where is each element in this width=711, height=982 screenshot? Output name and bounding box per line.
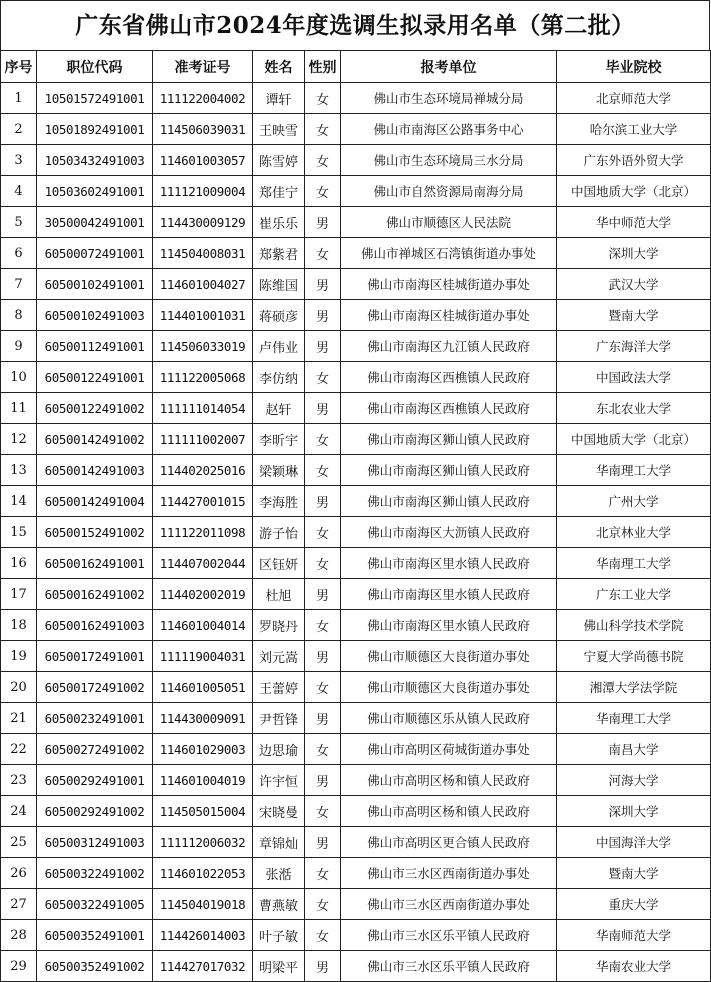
cell-seq: 8 <box>1 300 37 331</box>
cell-school: 东北农业大学 <box>557 393 711 424</box>
cell-name: 蒋硕彦 <box>253 300 305 331</box>
cell-gender: 男 <box>305 765 341 796</box>
cell-ticket-number: 111121009004 <box>153 176 253 207</box>
cell-name: 边思瑜 <box>253 734 305 765</box>
cell-school: 广州大学 <box>557 486 711 517</box>
header-gender: 性别 <box>305 51 341 83</box>
cell-unit: 佛山市生态环境局三水分局 <box>341 145 557 176</box>
table-row <box>1 765 711 796</box>
cell-seq: 24 <box>1 796 37 827</box>
cell-school: 广东工业大学 <box>557 579 711 610</box>
cell-seq: 20 <box>1 672 37 703</box>
cell-gender: 女 <box>305 424 341 455</box>
cell-seq: 2 <box>1 114 37 145</box>
cell-unit: 佛山市三水区西南街道办事处 <box>341 858 557 889</box>
header-row <box>1 51 711 83</box>
cell-ticket-number: 114430009091 <box>153 703 253 734</box>
cell-ticket-number: 111111002007 <box>153 424 253 455</box>
cell-seq: 25 <box>1 827 37 858</box>
cell-unit: 佛山市南海区西樵镇人民政府 <box>341 393 557 424</box>
cell-position-code: 60500352491002 <box>37 951 153 982</box>
cell-seq: 5 <box>1 207 37 238</box>
table-row <box>1 579 711 610</box>
cell-unit: 佛山市三水区乐平镇人民政府 <box>341 920 557 951</box>
cell-name: 区钰妍 <box>253 548 305 579</box>
table-row <box>1 920 711 951</box>
cell-position-code: 60500152491002 <box>37 517 153 548</box>
table-row <box>1 517 711 548</box>
cell-school: 佛山科学技术学院 <box>557 610 711 641</box>
cell-school: 中国地质大学（北京） <box>557 176 711 207</box>
cell-seq: 14 <box>1 486 37 517</box>
cell-position-code: 60500102491003 <box>37 300 153 331</box>
cell-unit: 佛山市南海区狮山镇人民政府 <box>341 424 557 455</box>
cell-name: 赵轩 <box>253 393 305 424</box>
cell-name: 王蕾婷 <box>253 672 305 703</box>
cell-name: 许宇恒 <box>253 765 305 796</box>
header-name: 姓名 <box>253 51 305 83</box>
cell-gender: 女 <box>305 83 341 114</box>
cell-seq: 1 <box>1 83 37 114</box>
cell-position-code: 60500292491002 <box>37 796 153 827</box>
table-row <box>1 269 711 300</box>
cell-school: 武汉大学 <box>557 269 711 300</box>
cell-unit: 佛山市南海区大沥镇人民政府 <box>341 517 557 548</box>
cell-seq: 21 <box>1 703 37 734</box>
cell-ticket-number: 111122005068 <box>153 362 253 393</box>
cell-unit: 佛山市高明区杨和镇人民政府 <box>341 796 557 827</box>
cell-school: 北京林业大学 <box>557 517 711 548</box>
cell-name: 刘元嵩 <box>253 641 305 672</box>
cell-name: 卢伟业 <box>253 331 305 362</box>
cell-ticket-number: 114427001015 <box>153 486 253 517</box>
cell-gender: 男 <box>305 703 341 734</box>
cell-position-code: 60500142491004 <box>37 486 153 517</box>
cell-unit: 佛山市三水区乐平镇人民政府 <box>341 951 557 982</box>
cell-name: 曹燕敏 <box>253 889 305 920</box>
cell-unit: 佛山市顺德区大良街道办事处 <box>341 672 557 703</box>
cell-seq: 18 <box>1 610 37 641</box>
cell-unit: 佛山市南海区公路事务中心 <box>341 114 557 145</box>
cell-ticket-number: 114430009129 <box>153 207 253 238</box>
cell-name: 明梁平 <box>253 951 305 982</box>
cell-school: 中国海洋大学 <box>557 827 711 858</box>
cell-gender: 女 <box>305 920 341 951</box>
cell-unit: 佛山市生态环境局禅城分局 <box>341 83 557 114</box>
cell-position-code: 60500122491002 <box>37 393 153 424</box>
table-row <box>1 455 711 486</box>
cell-position-code: 60500322491005 <box>37 889 153 920</box>
header-ticket-number: 准考证号 <box>153 51 253 83</box>
cell-unit: 佛山市顺德区乐从镇人民政府 <box>341 703 557 734</box>
cell-position-code: 10501572491001 <box>37 83 153 114</box>
cell-gender: 男 <box>305 827 341 858</box>
cell-gender: 女 <box>305 238 341 269</box>
cell-position-code: 60500122491001 <box>37 362 153 393</box>
cell-seq: 9 <box>1 331 37 362</box>
cell-school: 华南理工大学 <box>557 703 711 734</box>
cell-seq: 4 <box>1 176 37 207</box>
cell-gender: 女 <box>305 548 341 579</box>
cell-position-code: 60500162491003 <box>37 610 153 641</box>
cell-ticket-number: 114506039031 <box>153 114 253 145</box>
cell-unit: 佛山市自然资源局南海分局 <box>341 176 557 207</box>
cell-position-code: 60500232491001 <box>37 703 153 734</box>
cell-ticket-number: 114401001031 <box>153 300 253 331</box>
cell-name: 李海胜 <box>253 486 305 517</box>
header-school: 毕业院校 <box>557 51 711 83</box>
cell-seq: 27 <box>1 889 37 920</box>
cell-name: 张湉 <box>253 858 305 889</box>
cell-unit: 佛山市南海区狮山镇人民政府 <box>341 455 557 486</box>
cell-gender: 女 <box>305 176 341 207</box>
cell-position-code: 10503602491001 <box>37 176 153 207</box>
cell-unit: 佛山市高明区荷城街道办事处 <box>341 734 557 765</box>
cell-position-code: 10501892491001 <box>37 114 153 145</box>
cell-name: 游子怡 <box>253 517 305 548</box>
header-unit: 报考单位 <box>341 51 557 83</box>
cell-unit: 佛山市三水区西南街道办事处 <box>341 889 557 920</box>
cell-gender: 男 <box>305 269 341 300</box>
cell-position-code: 60500142491002 <box>37 424 153 455</box>
cell-ticket-number: 114601004027 <box>153 269 253 300</box>
cell-name: 王映雪 <box>253 114 305 145</box>
cell-seq: 19 <box>1 641 37 672</box>
cell-name: 宋晓曼 <box>253 796 305 827</box>
table-row <box>1 207 711 238</box>
cell-name: 崔乐乐 <box>253 207 305 238</box>
table-row <box>1 548 711 579</box>
cell-gender: 男 <box>305 579 341 610</box>
document-title: 广东省佛山市2024年度选调生拟录用名单（第二批） <box>0 0 710 50</box>
cell-seq: 16 <box>1 548 37 579</box>
table-row <box>1 176 711 207</box>
header-position-code: 职位代码 <box>37 51 153 83</box>
cell-unit: 佛山市顺德区大良街道办事处 <box>341 641 557 672</box>
cell-gender: 女 <box>305 145 341 176</box>
cell-seq: 7 <box>1 269 37 300</box>
cell-seq: 15 <box>1 517 37 548</box>
cell-position-code: 60500322491002 <box>37 858 153 889</box>
table-row <box>1 331 711 362</box>
cell-school: 南昌大学 <box>557 734 711 765</box>
cell-ticket-number: 111122011098 <box>153 517 253 548</box>
cell-position-code: 60500292491001 <box>37 765 153 796</box>
table-row <box>1 858 711 889</box>
cell-ticket-number: 114504019018 <box>153 889 253 920</box>
cell-position-code: 60500142491003 <box>37 455 153 486</box>
cell-ticket-number: 114402025016 <box>153 455 253 486</box>
table-row <box>1 610 711 641</box>
cell-unit: 佛山市南海区桂城街道办事处 <box>341 300 557 331</box>
cell-gender: 男 <box>305 486 341 517</box>
cell-ticket-number: 111112006032 <box>153 827 253 858</box>
cell-seq: 23 <box>1 765 37 796</box>
cell-name: 杜旭 <box>253 579 305 610</box>
cell-name: 李昕宇 <box>253 424 305 455</box>
cell-school: 河海大学 <box>557 765 711 796</box>
cell-ticket-number: 114601004019 <box>153 765 253 796</box>
cell-name: 陈维国 <box>253 269 305 300</box>
table-row <box>1 796 711 827</box>
cell-gender: 女 <box>305 889 341 920</box>
cell-school: 重庆大学 <box>557 889 711 920</box>
cell-gender: 男 <box>305 951 341 982</box>
cell-ticket-number: 114601003057 <box>153 145 253 176</box>
header-seq: 序号 <box>1 51 37 83</box>
cell-position-code: 60500162491001 <box>37 548 153 579</box>
cell-ticket-number: 114504008031 <box>153 238 253 269</box>
cell-name: 陈雪婷 <box>253 145 305 176</box>
cell-seq: 26 <box>1 858 37 889</box>
cell-school: 暨南大学 <box>557 858 711 889</box>
cell-position-code: 60500162491002 <box>37 579 153 610</box>
cell-unit: 佛山市南海区里水镇人民政府 <box>341 548 557 579</box>
cell-gender: 女 <box>305 672 341 703</box>
cell-school: 哈尔滨工业大学 <box>557 114 711 145</box>
cell-gender: 女 <box>305 455 341 486</box>
cell-gender: 男 <box>305 207 341 238</box>
cell-seq: 11 <box>1 393 37 424</box>
cell-position-code: 60500312491003 <box>37 827 153 858</box>
table-row <box>1 734 711 765</box>
cell-school: 湘潭大学法学院 <box>557 672 711 703</box>
table-row <box>1 703 711 734</box>
cell-gender: 女 <box>305 796 341 827</box>
cell-ticket-number: 114427017032 <box>153 951 253 982</box>
cell-name: 章锦灿 <box>253 827 305 858</box>
cell-seq: 13 <box>1 455 37 486</box>
cell-name: 李仿纳 <box>253 362 305 393</box>
cell-unit: 佛山市高明区杨和镇人民政府 <box>341 765 557 796</box>
cell-unit: 佛山市南海区九江镇人民政府 <box>341 331 557 362</box>
cell-school: 华南师范大学 <box>557 920 711 951</box>
cell-gender: 女 <box>305 517 341 548</box>
cell-ticket-number: 111119004031 <box>153 641 253 672</box>
cell-ticket-number: 114505015004 <box>153 796 253 827</box>
cell-gender: 男 <box>305 641 341 672</box>
cell-ticket-number: 114402002019 <box>153 579 253 610</box>
cell-school: 深圳大学 <box>557 796 711 827</box>
cell-position-code: 10503432491003 <box>37 145 153 176</box>
cell-school: 广东海洋大学 <box>557 331 711 362</box>
cell-gender: 女 <box>305 362 341 393</box>
cell-name: 梁颖琳 <box>253 455 305 486</box>
table-row <box>1 641 711 672</box>
cell-unit: 佛山市禅城区石湾镇街道办事处 <box>341 238 557 269</box>
cell-seq: 12 <box>1 424 37 455</box>
cell-school: 华南农业大学 <box>557 951 711 982</box>
table-row <box>1 393 711 424</box>
table-row <box>1 951 711 982</box>
cell-unit: 佛山市高明区更合镇人民政府 <box>341 827 557 858</box>
table-row <box>1 424 711 455</box>
cell-seq: 3 <box>1 145 37 176</box>
cell-gender: 女 <box>305 858 341 889</box>
cell-gender: 女 <box>305 734 341 765</box>
cell-school: 中国政法大学 <box>557 362 711 393</box>
table-row <box>1 300 711 331</box>
table-row <box>1 114 711 145</box>
table-row <box>1 486 711 517</box>
table-row <box>1 362 711 393</box>
cell-position-code: 60500172491001 <box>37 641 153 672</box>
cell-position-code: 60500102491001 <box>37 269 153 300</box>
table-body <box>1 83 711 982</box>
cell-school: 华南理工大学 <box>557 455 711 486</box>
cell-position-code: 60500072491001 <box>37 238 153 269</box>
cell-school: 华南理工大学 <box>557 548 711 579</box>
cell-school: 北京师范大学 <box>557 83 711 114</box>
roster-table <box>0 50 711 982</box>
cell-position-code: 30500042491001 <box>37 207 153 238</box>
cell-name: 郑紫君 <box>253 238 305 269</box>
table-row <box>1 83 711 114</box>
cell-school: 宁夏大学尚德书院 <box>557 641 711 672</box>
cell-school: 中国地质大学（北京） <box>557 424 711 455</box>
cell-unit: 佛山市南海区西樵镇人民政府 <box>341 362 557 393</box>
cell-gender: 女 <box>305 114 341 145</box>
table-row <box>1 889 711 920</box>
cell-name: 叶子敏 <box>253 920 305 951</box>
cell-gender: 男 <box>305 300 341 331</box>
cell-name: 罗晓丹 <box>253 610 305 641</box>
table-row <box>1 827 711 858</box>
cell-name: 尹哲锋 <box>253 703 305 734</box>
cell-gender: 男 <box>305 331 341 362</box>
cell-school: 华中师范大学 <box>557 207 711 238</box>
cell-seq: 22 <box>1 734 37 765</box>
cell-school: 暨南大学 <box>557 300 711 331</box>
cell-ticket-number: 114601029003 <box>153 734 253 765</box>
cell-seq: 17 <box>1 579 37 610</box>
cell-position-code: 60500172491002 <box>37 672 153 703</box>
cell-seq: 29 <box>1 951 37 982</box>
cell-ticket-number: 114426014003 <box>153 920 253 951</box>
table-row <box>1 145 711 176</box>
cell-unit: 佛山市南海区里水镇人民政府 <box>341 610 557 641</box>
cell-gender: 男 <box>305 393 341 424</box>
cell-school: 深圳大学 <box>557 238 711 269</box>
table-row <box>1 672 711 703</box>
table-header <box>1 51 711 83</box>
cell-position-code: 60500112491001 <box>37 331 153 362</box>
cell-seq: 28 <box>1 920 37 951</box>
cell-unit: 佛山市顺德区人民法院 <box>341 207 557 238</box>
cell-ticket-number: 114407002044 <box>153 548 253 579</box>
table-row <box>1 238 711 269</box>
cell-name: 谭轩 <box>253 83 305 114</box>
cell-position-code: 60500352491001 <box>37 920 153 951</box>
cell-position-code: 60500272491002 <box>37 734 153 765</box>
cell-school: 广东外语外贸大学 <box>557 145 711 176</box>
cell-name: 郑佳宁 <box>253 176 305 207</box>
cell-seq: 10 <box>1 362 37 393</box>
cell-ticket-number: 111122004002 <box>153 83 253 114</box>
cell-ticket-number: 114601005051 <box>153 672 253 703</box>
cell-unit: 佛山市南海区里水镇人民政府 <box>341 579 557 610</box>
cell-ticket-number: 114601022053 <box>153 858 253 889</box>
cell-ticket-number: 114601004014 <box>153 610 253 641</box>
cell-unit: 佛山市南海区桂城街道办事处 <box>341 269 557 300</box>
cell-unit: 佛山市南海区狮山镇人民政府 <box>341 486 557 517</box>
cell-gender: 女 <box>305 610 341 641</box>
cell-ticket-number: 114506033019 <box>153 331 253 362</box>
cell-ticket-number: 111111014054 <box>153 393 253 424</box>
cell-seq: 6 <box>1 238 37 269</box>
